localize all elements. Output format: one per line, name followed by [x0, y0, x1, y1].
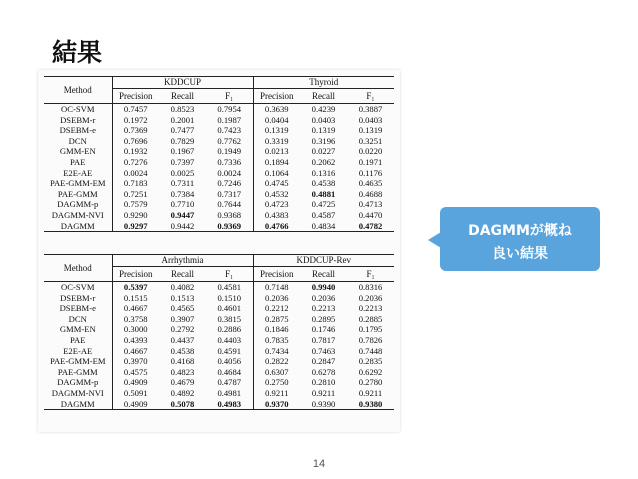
- metric-value-cell: 0.1510: [206, 293, 253, 304]
- metric-value-cell: 0.2835: [358, 356, 383, 367]
- metric-value-cell: 0.4082: [170, 282, 195, 292]
- method-name-cell: PAE: [44, 335, 112, 346]
- table-row: [44, 157, 394, 168]
- metric-value-cell: 0.7276: [123, 156, 148, 167]
- metric-value-cell: 0.4532: [264, 188, 289, 199]
- metric-value-cell: 0.1932: [123, 146, 148, 157]
- table-row: [44, 168, 394, 179]
- metric-value-cell: 0.0403: [358, 114, 383, 125]
- method-name-cell: OC-SVM: [44, 282, 112, 293]
- metric-value-cell: 0.6307: [264, 366, 289, 377]
- metric-value-cell: 0.1319: [264, 125, 289, 136]
- metric-value-cell: 0.0404: [264, 114, 289, 125]
- callout-text-line2: 良い結果: [492, 246, 548, 262]
- metric-value-cell: 0.1894: [264, 156, 289, 167]
- metric-value-cell: 0.2822: [264, 356, 289, 367]
- table-row: [44, 399, 394, 410]
- metric-value-cell: 0.9447: [170, 209, 195, 220]
- metric-value-cell: 0.4667: [123, 345, 148, 356]
- metric-value-cell: 0.4575: [123, 366, 148, 377]
- method-name-cell: DAGMM-p: [44, 199, 112, 210]
- metric-value-cell: 0.2875: [264, 313, 289, 324]
- metric-value-cell: 0.4538: [170, 345, 195, 356]
- metric-value-cell: 0.7384: [170, 188, 195, 199]
- metric-value-cell: 0.4766: [253, 221, 300, 232]
- metric-value-cell: 0.7762: [206, 136, 253, 147]
- metric-value-cell: 0.7148: [264, 282, 289, 292]
- metric-value-cell: 0.7397: [170, 156, 195, 167]
- metric-value-cell: 0.4823: [170, 366, 195, 377]
- metric-value-cell: 0.7829: [170, 135, 195, 146]
- metric-value-cell: 0.1316: [311, 167, 336, 178]
- method-name-cell: DSEBM-e: [44, 125, 112, 136]
- metric-header: Recall: [300, 89, 347, 104]
- metric-value-cell: 0.4565: [170, 303, 195, 314]
- metric-value-cell: 0.8316: [358, 282, 383, 292]
- metric-value-cell: 0.3251: [358, 135, 383, 146]
- metric-value-cell: 0.1971: [358, 156, 383, 167]
- metric-value-cell: 0.2062: [311, 156, 336, 167]
- metric-value-cell: 0.5078: [159, 399, 206, 410]
- metric-value-cell: 0.5397: [123, 282, 148, 292]
- metric-value-cell: 0.2895: [311, 313, 336, 324]
- method-name-cell: E2E-AE: [44, 168, 112, 179]
- metric-value-cell: 0.7817: [311, 334, 336, 345]
- metric-value-cell: 0.2212: [264, 303, 289, 314]
- metric-value-cell: 0.9211: [265, 387, 289, 398]
- metric-value-cell: 0.3907: [170, 313, 195, 324]
- method-name-cell: PAE-GMM: [44, 367, 112, 378]
- metric-value-cell: 0.7954: [206, 104, 253, 115]
- metric-value-cell: 0.4239: [311, 104, 336, 114]
- metric-value-cell: 0.7463: [311, 345, 336, 356]
- metric-value-cell: 0.0227: [311, 146, 336, 157]
- metric-value-cell: 0.0024: [123, 167, 148, 178]
- metric-value-cell: 0.1319: [311, 125, 336, 136]
- table-row: [44, 221, 394, 232]
- metric-value-cell: 0.4892: [170, 387, 195, 398]
- method-name-cell: DCN: [44, 136, 112, 147]
- metric-value-cell: 0.7477: [170, 125, 195, 136]
- dataset-group-header: Arrhythmia: [112, 255, 253, 267]
- metric-value-cell: 0.4591: [206, 346, 253, 357]
- method-name-cell: GMM-EN: [44, 324, 112, 335]
- metric-value-cell: 0.7423: [206, 125, 253, 136]
- method-name-cell: E2E-AE: [44, 346, 112, 357]
- metric-value-cell: 0.2792: [170, 324, 195, 335]
- metric-value-cell: 0.1176: [358, 167, 383, 178]
- metric-value-cell: 0.2213: [358, 303, 383, 314]
- metric-header: Precision: [112, 267, 159, 282]
- metric-value-cell: 0.0403: [311, 114, 336, 125]
- metric-value-cell: 0.7434: [264, 345, 289, 356]
- metric-value-cell: 0.9940: [311, 282, 336, 292]
- metric-value-cell: 0.4393: [123, 334, 148, 345]
- metric-value-cell: 0.9370: [253, 399, 300, 410]
- callout-bubble: [440, 207, 600, 271]
- metric-value-cell: 0.9211: [358, 387, 383, 398]
- metric-value-cell: 0.2036: [311, 292, 336, 303]
- metric-value-cell: 0.4056: [206, 356, 253, 367]
- metric-value-cell: 0.5091: [123, 387, 148, 398]
- metric-value-cell: 0.2036: [358, 292, 383, 303]
- method-header: Method: [44, 255, 112, 282]
- results-figure: [38, 70, 400, 432]
- metric-value-cell: 0.1987: [206, 115, 253, 126]
- method-name-cell: DAGMM: [44, 221, 112, 232]
- metric-value-cell: 0.4713: [358, 199, 383, 210]
- method-name-cell: PAE-GMM: [44, 189, 112, 200]
- metric-value-cell: 0.2213: [311, 303, 336, 314]
- method-name-cell: DSEBM-r: [44, 115, 112, 126]
- dataset-group-header: KDDCUP-Rev: [253, 255, 394, 267]
- metric-value-cell: 0.9390: [300, 399, 347, 410]
- table-row: [44, 346, 394, 357]
- metric-header: Recall: [159, 89, 206, 104]
- metric-value-cell: 0.7317: [206, 189, 253, 200]
- metric-value-cell: 0.4635: [358, 178, 383, 189]
- method-name-cell: OC-SVM: [44, 104, 112, 115]
- metric-value-cell: 0.1064: [264, 167, 289, 178]
- metric-value-cell: 0.7579: [123, 199, 148, 210]
- metric-value-cell: 0.1795: [358, 324, 383, 335]
- metric-value-cell: 0.2780: [358, 377, 383, 388]
- metric-value-cell: 0.1846: [264, 324, 289, 335]
- metric-value-cell: 0.3000: [123, 324, 148, 335]
- metric-value-cell: 0.4834: [300, 221, 347, 232]
- metric-value-cell: 0.0220: [358, 146, 383, 157]
- method-name-cell: DAGMM: [44, 399, 112, 410]
- metric-value-cell: 0.7826: [358, 334, 383, 345]
- metric-value-cell: 0.6292: [358, 366, 383, 377]
- metric-value-cell: 0.9290: [123, 209, 148, 220]
- metric-value-cell: 0.1515: [123, 292, 148, 303]
- table-row: [44, 210, 394, 221]
- metric-value-cell: 0.9368: [206, 210, 253, 221]
- metric-value-cell: 0.0213: [264, 146, 289, 157]
- metric-header: Recall: [159, 267, 206, 282]
- table-row: [44, 388, 394, 399]
- metric-value-cell: 0.7183: [123, 178, 148, 189]
- metric-value-cell: 0.7696: [123, 135, 148, 146]
- metric-value-cell: 0.3970: [123, 356, 148, 367]
- table-row: [44, 282, 394, 293]
- metric-value-cell: 0.1513: [170, 292, 195, 303]
- metric-value-cell: 0.4383: [264, 209, 289, 220]
- method-name-cell: DSEBM-r: [44, 293, 112, 304]
- metric-header: Precision: [112, 89, 159, 104]
- metric-value-cell: 0.4538: [311, 178, 336, 189]
- table-row: [44, 115, 394, 126]
- metric-header: F₁: [206, 89, 253, 104]
- table-row: [44, 314, 394, 325]
- metric-value-cell: 0.4725: [311, 199, 336, 210]
- metric-value-cell: 0.4437: [170, 334, 195, 345]
- method-name-cell: PAE-GMM-EM: [44, 356, 112, 367]
- metric-value-cell: 0.4168: [170, 356, 195, 367]
- metric-value-cell: 0.4981: [206, 388, 253, 399]
- metric-value-cell: 0.4601: [206, 303, 253, 314]
- metric-value-cell: 0.2001: [170, 114, 195, 125]
- metric-value-cell: 0.2847: [311, 356, 336, 367]
- metric-value-cell: 0.2036: [264, 292, 289, 303]
- metric-value-cell: 0.2810: [311, 377, 336, 388]
- table-row: [44, 335, 394, 346]
- metric-value-cell: 0.4881: [311, 188, 336, 199]
- metric-value-cell: 0.2886: [206, 324, 253, 335]
- metric-value-cell: 0.4581: [206, 282, 253, 293]
- metric-value-cell: 0.3887: [358, 104, 383, 114]
- metric-value-cell: 0.6278: [311, 366, 336, 377]
- table-row: [44, 356, 394, 367]
- metric-value-cell: 0.4470: [358, 209, 383, 220]
- metric-value-cell: 0.9369: [206, 221, 253, 232]
- table-row: [44, 178, 394, 189]
- results-table-arrhythmia-kddcuprev: [44, 254, 394, 410]
- metric-value-cell: 0.4679: [170, 377, 195, 388]
- metric-value-cell: 0.9211: [311, 387, 336, 398]
- metric-value-cell: 0.7835: [264, 334, 289, 345]
- table-row: [44, 377, 394, 388]
- metric-value-cell: 0.4983: [206, 399, 253, 410]
- metric-value-cell: 0.1967: [170, 146, 195, 157]
- metric-header: F₁: [206, 267, 253, 282]
- metric-value-cell: 0.7251: [123, 188, 148, 199]
- metric-value-cell: 0.3758: [123, 313, 148, 324]
- metric-value-cell: 0.7369: [123, 125, 148, 136]
- metric-value-cell: 0.7336: [206, 157, 253, 168]
- metric-value-cell: 0.2750: [264, 377, 289, 388]
- metric-header: Precision: [253, 89, 300, 104]
- metric-value-cell: 0.4587: [311, 209, 336, 220]
- metric-value-cell: 0.1949: [206, 146, 253, 157]
- method-name-cell: DCN: [44, 314, 112, 325]
- metric-value-cell: 0.7311: [170, 178, 195, 189]
- table-row: [44, 189, 394, 200]
- table-row: [44, 367, 394, 378]
- table-row: [44, 199, 394, 210]
- metric-value-cell: 0.0025: [170, 167, 195, 178]
- table-row: [44, 146, 394, 157]
- metric-value-cell: 0.7246: [206, 178, 253, 189]
- metric-value-cell: 0.2885: [358, 313, 383, 324]
- method-name-cell: PAE: [44, 157, 112, 168]
- metric-header: Recall: [300, 267, 347, 282]
- metric-value-cell: 0.4745: [264, 178, 289, 189]
- metric-value-cell: 0.1972: [123, 114, 148, 125]
- slide-title: 結果: [52, 38, 103, 67]
- method-name-cell: GMM-EN: [44, 146, 112, 157]
- metric-value-cell: 0.4688: [358, 188, 383, 199]
- metric-header: F₁: [347, 267, 394, 282]
- dataset-group-header: Thyroid: [253, 77, 394, 89]
- metric-value-cell: 0.9442: [159, 221, 206, 232]
- metric-value-cell: 0.7457: [123, 104, 148, 114]
- metric-value-cell: 0.7710: [170, 199, 195, 210]
- callout-text-line1: DAGMMが概ね: [468, 223, 572, 239]
- method-name-cell: PAE-GMM-EM: [44, 178, 112, 189]
- table-row: [44, 324, 394, 335]
- metric-value-cell: 0.0024: [206, 168, 253, 179]
- metric-value-cell: 0.7644: [206, 199, 253, 210]
- metric-value-cell: 0.3196: [311, 135, 336, 146]
- table-row: [44, 125, 394, 136]
- table-row: [44, 293, 394, 304]
- results-table-kddcup-thyroid: [44, 76, 394, 232]
- table-row: [44, 104, 394, 115]
- metric-value-cell: 0.1746: [311, 324, 336, 335]
- metric-value-cell: 0.4684: [206, 367, 253, 378]
- table-row: [44, 136, 394, 147]
- metric-value-cell: 0.9380: [347, 399, 394, 410]
- method-header: Method: [44, 77, 112, 104]
- metric-value-cell: 0.4787: [206, 377, 253, 388]
- method-name-cell: DAGMM-p: [44, 377, 112, 388]
- metric-value-cell: 0.7448: [358, 345, 383, 356]
- metric-value-cell: 0.3639: [264, 104, 289, 114]
- metric-value-cell: 0.4667: [123, 303, 148, 314]
- metric-value-cell: 0.1319: [358, 125, 383, 136]
- metric-value-cell: 0.3319: [264, 135, 289, 146]
- metric-header: Precision: [253, 267, 300, 282]
- page-number: 14: [312, 458, 326, 470]
- metric-value-cell: 0.4723: [264, 199, 289, 210]
- metric-value-cell: 0.4909: [123, 377, 148, 388]
- metric-value-cell: 0.8523: [170, 104, 195, 114]
- table-row: [44, 303, 394, 314]
- method-name-cell: DAGMM-NVI: [44, 210, 112, 221]
- metric-value-cell: 0.9297: [112, 221, 159, 232]
- metric-header: F₁: [347, 89, 394, 104]
- metric-value-cell: 0.3815: [206, 314, 253, 325]
- metric-value-cell: 0.4782: [347, 221, 394, 232]
- metric-value-cell: 0.4403: [206, 335, 253, 346]
- dataset-group-header: KDDCUP: [112, 77, 253, 89]
- method-name-cell: DAGMM-NVI: [44, 388, 112, 399]
- metric-value-cell: 0.4909: [112, 399, 159, 410]
- method-name-cell: DSEBM-e: [44, 303, 112, 314]
